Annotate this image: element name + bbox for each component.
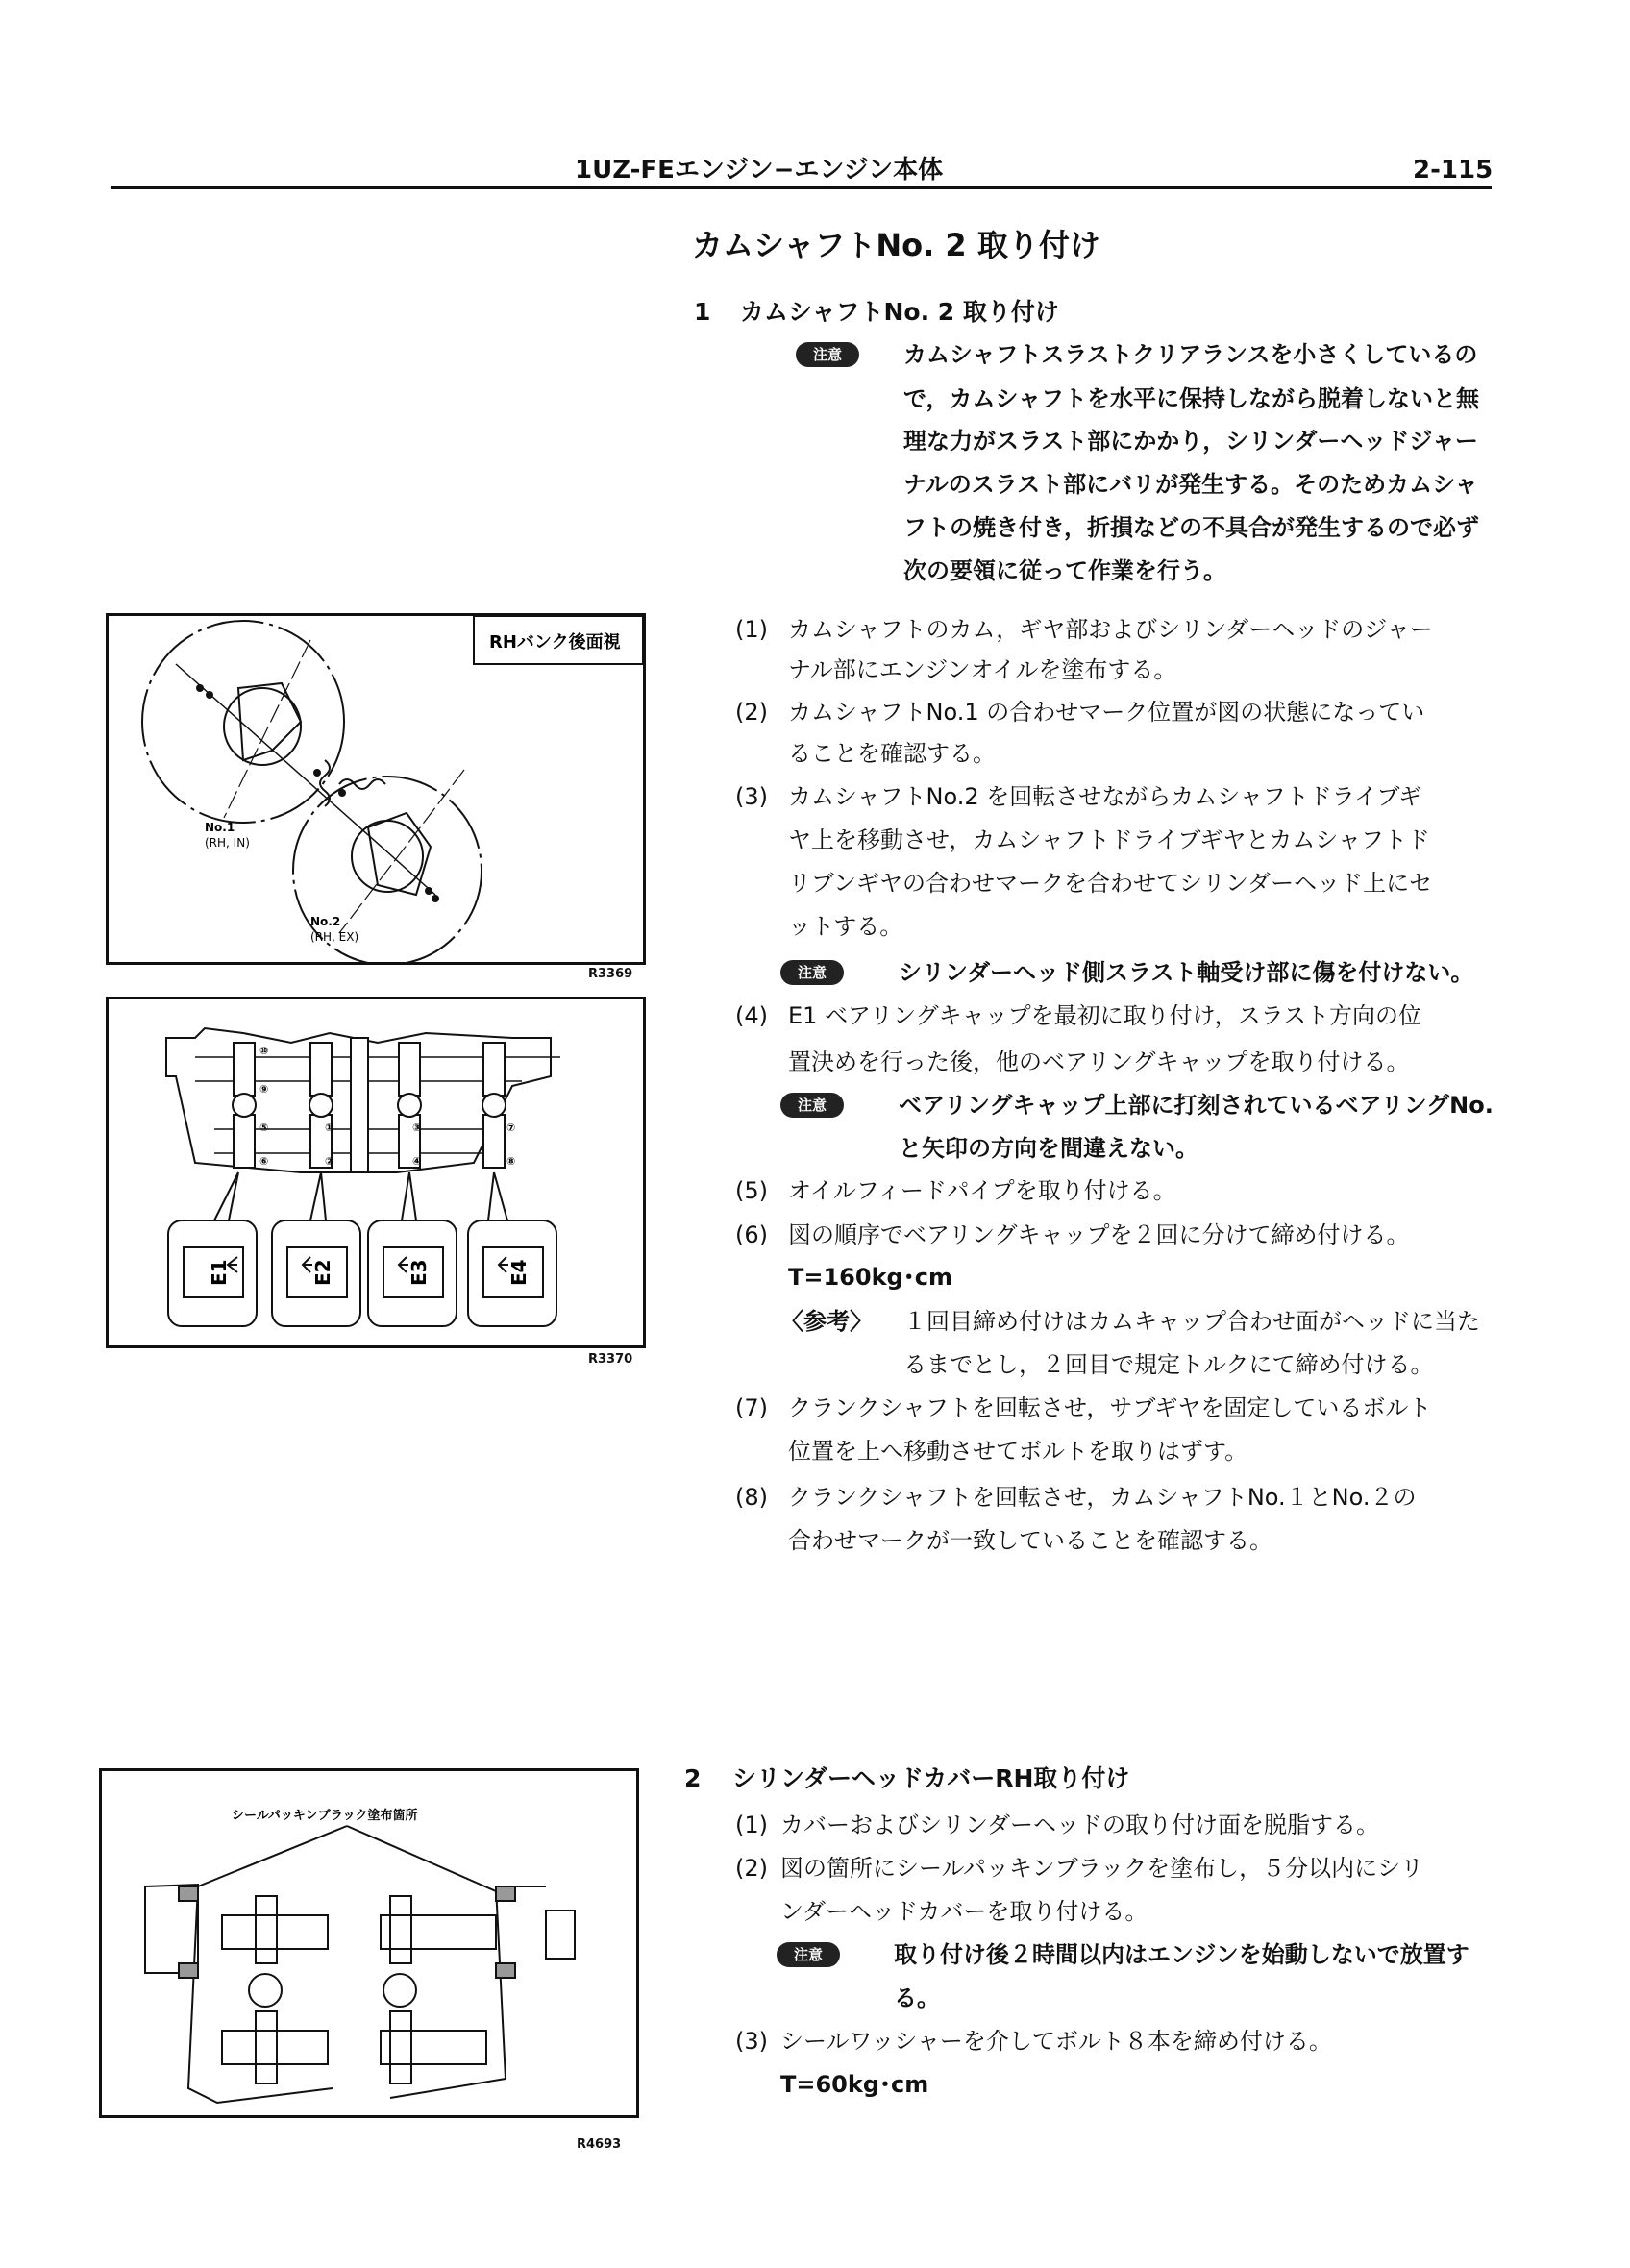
order-10: ⑩ — [259, 1045, 269, 1057]
order-7: ⑦ — [506, 1122, 516, 1134]
figure-seal-packing — [99, 1768, 639, 2118]
step-line: 図の箇所にシールパッキンブラックを塗布し，５分以内にシリ — [780, 1855, 1424, 1882]
caution-line: シリンダーヘッド側スラスト軸受け部に傷を付けない。 — [899, 959, 1474, 986]
step-line: ナル部にエンジンオイルを塗布する。 — [788, 656, 1177, 683]
page-title: カムシャフトNo. 2 取り付け — [692, 227, 1100, 263]
step-line: 位置を上へ移動させてボルトを取りはずす。 — [788, 1438, 1248, 1465]
step-line: オイルフィードパイプを取り付ける。 — [788, 1177, 1176, 1204]
step-line: ットする。 — [788, 913, 903, 940]
section-2-number: 2 — [684, 1764, 702, 1792]
caution-line: 理な力がスラスト部にかかり，シリンダーヘッドジャー — [903, 428, 1478, 455]
order-3: ③ — [412, 1122, 422, 1134]
step-line: 置決めを行った後，他のベアリングキャップを取り付ける。 — [788, 1048, 1410, 1075]
section-1-number: 1 — [694, 298, 711, 326]
reference-line: るまでとし，２回目で規定トルクにて締め付ける。 — [903, 1351, 1434, 1378]
camshaft-no2-label: No.2 — [310, 915, 341, 928]
caution-line: カムシャフトスラストクリアランスを小さくしているの — [903, 341, 1478, 368]
figure-code: R4693 — [577, 2137, 622, 2152]
step-line: カムシャフトNo.1 の合わせマーク位置が図の状態になってい — [788, 699, 1425, 726]
step-number: (6) — [735, 1221, 768, 1248]
caution-line: る。 — [894, 1984, 940, 2011]
reference-line: １回目締め付けはカムキャップ合わせ面がヘッドに当た — [903, 1308, 1480, 1335]
cap-e3-label: E3 — [408, 1259, 431, 1286]
order-8: ⑧ — [506, 1155, 516, 1168]
step-number: (3) — [735, 2028, 768, 2055]
order-5: ⑤ — [259, 1122, 269, 1134]
order-6: ⑥ — [259, 1155, 269, 1168]
section-2-heading: シリンダーヘッドカバーRH取り付け — [732, 1764, 1130, 1792]
order-9: ⑨ — [259, 1083, 269, 1096]
header-section-title: 1UZ-FEエンジン−エンジン本体 — [575, 156, 944, 185]
caution-line: フトの焼き付き，折損などの不具合が発生するので必ず — [903, 514, 1480, 541]
caution-line: 取り付け後２時間以内はエンジンを始動しないで放置す — [894, 1941, 1469, 1968]
camshaft-no1-sub-label: (RH, IN) — [205, 836, 250, 850]
caution-badge: 注意 — [777, 1942, 840, 1967]
step-number: (2) — [735, 699, 768, 726]
camshaft-no1-label: No.1 — [205, 821, 235, 834]
page-number: 2-115 — [1413, 156, 1494, 185]
caution-badge: 注意 — [780, 1093, 844, 1118]
step-line: 図の順序でベアリングキャップを２回に分けて締め付ける。 — [788, 1221, 1410, 1248]
caution-line: 次の要領に従って作業を行う。 — [903, 557, 1226, 584]
step-line: シールワッシャーを介してボルト８本を締め付ける。 — [780, 2028, 1332, 2055]
cap-e4-label: E4 — [507, 1259, 531, 1286]
step-line: カバーおよびシリンダーヘッドの取り付け面を脱脂する。 — [780, 1812, 1380, 1838]
step-line: ることを確認する。 — [788, 740, 996, 767]
step-number: (1) — [735, 1812, 768, 1838]
step-line: 合わせマークが一致していることを確認する。 — [788, 1527, 1272, 1554]
cylinder-head-drawing — [109, 999, 643, 1345]
camshaft-no2-sub-label: (RH, EX) — [310, 930, 359, 944]
torque-spec: T=160kg･cm — [788, 1264, 952, 1291]
caution-line: ベアリングキャップ上部に打刻されているベアリングNo. — [899, 1092, 1494, 1119]
reference-label: 〈参考〉 — [780, 1308, 873, 1335]
step-number: (5) — [735, 1177, 768, 1204]
step-line: ヤ上を移動させ，カムシャフトドライブギヤとカムシャフトド — [788, 826, 1430, 853]
figure-code: R3370 — [588, 1352, 633, 1367]
torque-spec: T=60kg･cm — [780, 2071, 929, 2098]
order-2: ② — [325, 1155, 334, 1168]
step-number: (7) — [735, 1394, 768, 1421]
caution-badge: 注意 — [780, 960, 844, 985]
step-number: (3) — [735, 783, 768, 810]
caution-line: と矢印の方向を間違えない。 — [899, 1135, 1198, 1162]
section-1-heading: カムシャフトNo. 2 取り付け — [740, 298, 1059, 326]
step-number: (1) — [735, 616, 768, 643]
caution-line: で，カムシャフトを水平に保持しながら脱着しないと無 — [903, 385, 1480, 412]
caution-line: ナルのスラスト部にバリが発生する。そのためカムシャ — [903, 471, 1478, 498]
step-line: クランクシャフトを回転させ，カムシャフトNo.１とNo.２の — [788, 1484, 1417, 1511]
view-label: RHバンク後面視 — [489, 632, 621, 653]
cap-e1-label: E1 — [208, 1259, 231, 1286]
order-1: ① — [325, 1122, 334, 1134]
step-line: クランクシャフトを回転させ，サブギヤを固定しているボルト — [788, 1394, 1432, 1421]
caution-badge: 注意 — [796, 342, 859, 367]
step-number: (8) — [735, 1484, 768, 1511]
seal-packing-label: シールパッキンブラック塗布箇所 — [232, 1809, 418, 1823]
step-number: (4) — [735, 1002, 768, 1029]
head-cover-drawing — [102, 1771, 636, 2115]
header-rule — [111, 186, 1492, 189]
cap-e2-label: E2 — [311, 1259, 334, 1286]
figure-camshaft-timing — [106, 613, 646, 965]
camshaft-gears-drawing — [109, 616, 643, 962]
step-line: リブンギヤの合わせマークを合わせてシリンダーヘッド上にセ — [788, 870, 1433, 897]
step-line: カムシャフトNo.2 を回転させながらカムシャフトドライブギ — [788, 783, 1422, 810]
step-line: E1 ベアリングキャップを最初に取り付け，スラスト方向の位 — [788, 1002, 1421, 1029]
step-number: (2) — [735, 1855, 768, 1882]
figure-code: R3369 — [588, 967, 633, 981]
figure-bearing-cap-order — [106, 997, 646, 1348]
step-line: カムシャフトのカム，ギヤ部およびシリンダーヘッドのジャー — [788, 616, 1433, 643]
order-4: ④ — [412, 1155, 422, 1168]
step-line: ンダーヘッドカバーを取り付ける。 — [780, 1898, 1148, 1925]
